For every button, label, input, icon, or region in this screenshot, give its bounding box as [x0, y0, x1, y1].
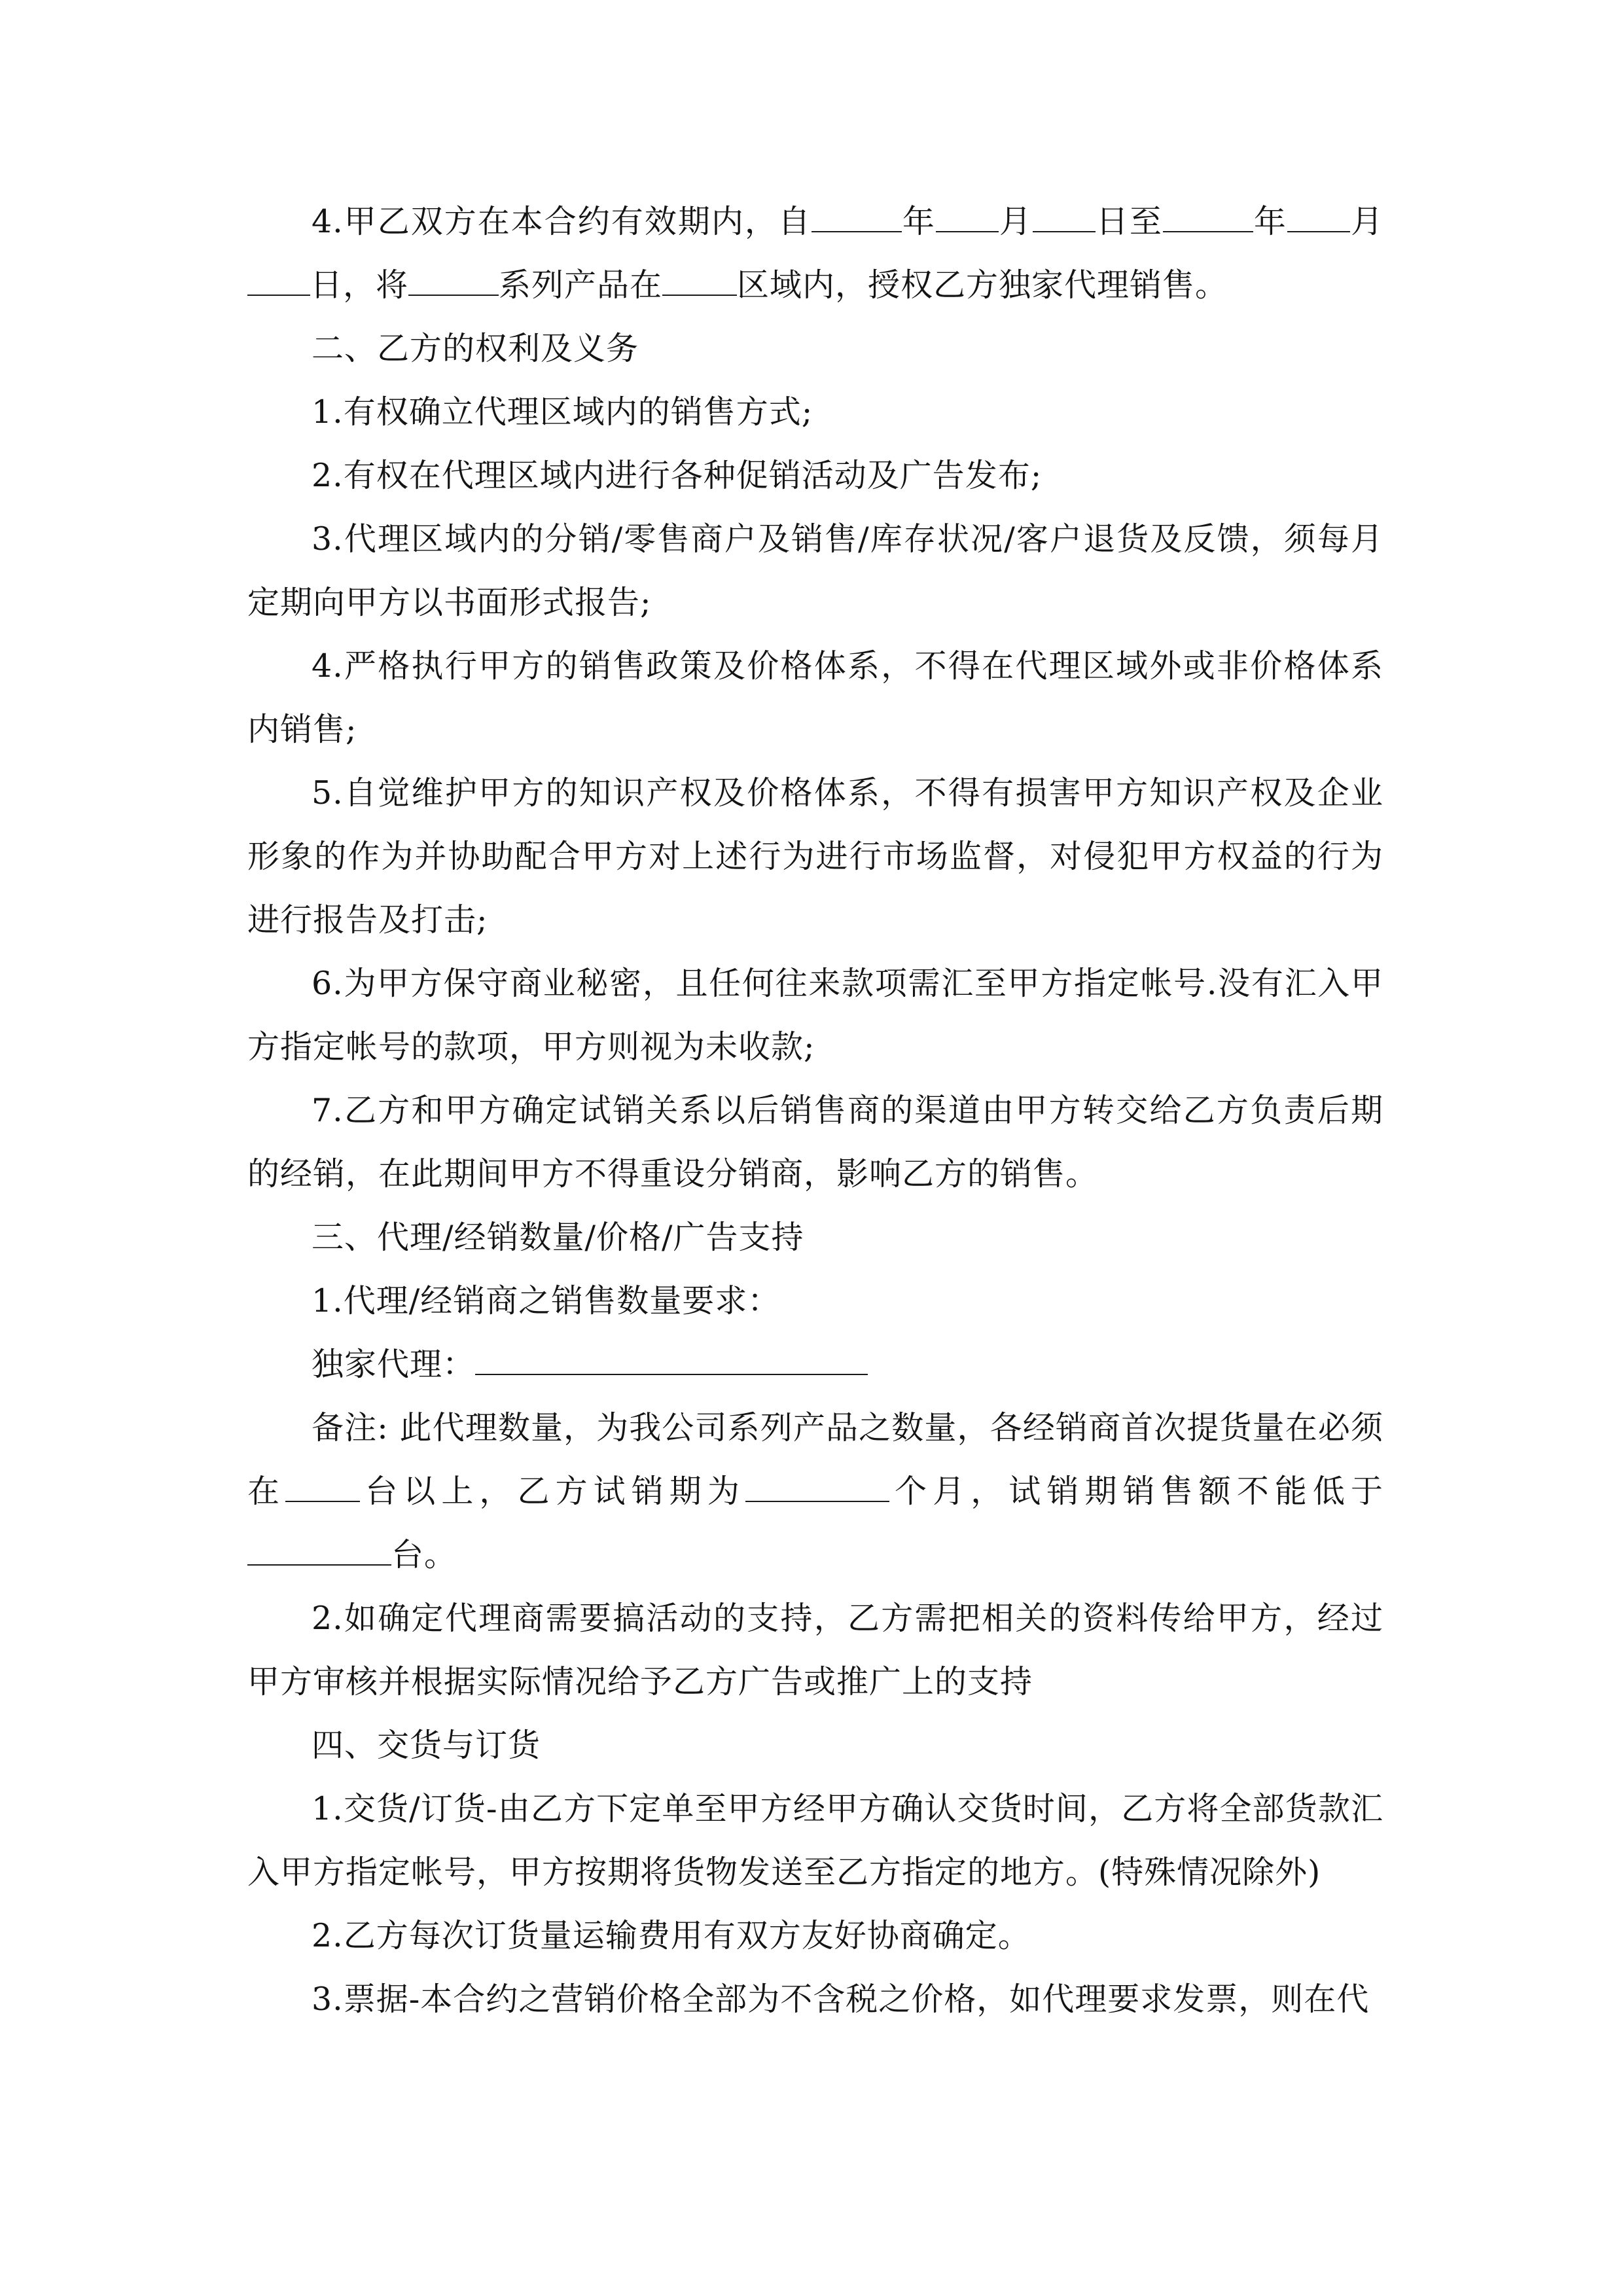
clause-4-1: 1.交货/订货-由乙方下定单至甲方经甲方确认交货时间，乙方将全部货款汇入甲方指定帐号，甲方按期将货物发送至乙方指定的地方。(特殊情况除外)	[247, 1790, 1383, 1891]
clause-4-2: 2.乙方每次订货量运输费用有双方友好协商确定。	[312, 1917, 1031, 1954]
clause-text: 4.甲乙双方在本合约有效期内，自	[312, 203, 812, 240]
note-text: 台。	[391, 1536, 457, 1573]
clause-3-2: 2.如确定代理商需要搞活动的支持，乙方需把相关的资料传给甲方，经过甲方审核并根据实际情况给予乙方广告或推广上的支持	[247, 1600, 1383, 1700]
clause-text: 月	[998, 203, 1033, 240]
note-text: 台以上，乙方试销期为	[360, 1473, 745, 1510]
clause-text: 日至	[1095, 203, 1163, 240]
section-heading-rights-obligations: 二、乙方的权利及义务	[312, 330, 639, 367]
note-text: 个月，试销期销售额不能低于	[889, 1473, 1383, 1510]
contract-body	[247, 190, 1383, 2031]
blank-year-start[interactable]	[812, 205, 902, 232]
blank-exclusive-agent[interactable]	[475, 1348, 868, 1375]
clause-2-2: 2.有权在代理区域内进行各种促销活动及广告发布;	[312, 457, 1043, 494]
blank-day-end[interactable]	[247, 268, 310, 296]
exclusive-agent-label: 独家代理：	[312, 1346, 476, 1383]
clause-text: 年	[1253, 203, 1287, 240]
blank-product-series[interactable]	[408, 268, 499, 296]
blank-year-end[interactable]	[1163, 205, 1253, 232]
exclusive-agent-line	[247, 1333, 1383, 1396]
blank-trial-months[interactable]	[745, 1475, 889, 1502]
clause-text: 月	[1349, 203, 1383, 240]
clause-3-note	[247, 1396, 1383, 1587]
clause-2-7: 7.乙方和甲方确定试销关系以后销售商的渠道由甲方转交给乙方负责后期的经销，在此期间甲方不得重设分销商，影响乙方的销售。	[247, 1092, 1383, 1193]
clause-2-4: 4.严格执行甲方的销售政策及价格体系，不得在代理区域外或非价格体系内销售;	[247, 647, 1383, 748]
blank-month-start[interactable]	[936, 205, 999, 232]
clause-text: 年	[901, 203, 936, 240]
blank-min-sales[interactable]	[247, 1538, 391, 1566]
blank-region[interactable]	[662, 268, 737, 296]
section-heading-quantity-price: 三、代理/经销数量/价格/广告支持	[312, 1219, 804, 1256]
clause-text: 日，将	[310, 266, 409, 304]
clause-authorization-period	[247, 190, 1383, 317]
clause-2-3: 3.代理区域内的分销/零售商户及销售/库存状况/客户退货及反馈，须每月定期向甲方以书面形式报告;	[247, 520, 1383, 621]
clause-text: 区域内，授权乙方独家代理销售。	[737, 266, 1228, 304]
clause-2-5: 5.自觉维护甲方的知识产权及价格体系，不得有损害甲方知识产权及企业形象的作为并协助配合甲方对上述行为进行市场监督，对侵犯甲方权益的行为进行报告及打击;	[247, 774, 1383, 939]
clause-4-3: 3.票据-本合约之营销价格全部为不含税之价格，如代理要求发票，则在代	[312, 1981, 1370, 2018]
clause-2-1: 1.有权确立代理区域内的销售方式;	[312, 393, 813, 431]
note-text: 备注: 此代理数量，为我公司系列产品之数量，各经销商首次提货量在必须在	[247, 1409, 1383, 1510]
section-heading-delivery-order: 四、交货与订货	[312, 1727, 541, 1764]
clause-2-6: 6.为甲方保守商业秘密，且任何往来款项需汇至甲方指定帐号.没有汇入甲方指定帐号的款项，甲方则视为未收款;	[247, 965, 1383, 1066]
blank-day-start[interactable]	[1033, 205, 1096, 232]
clause-3-1: 1.代理/经销商之销售数量要求：	[312, 1282, 781, 1319]
blank-min-quantity[interactable]	[285, 1475, 360, 1502]
clause-text: 系列产品在	[499, 266, 663, 304]
blank-month-end[interactable]	[1287, 205, 1350, 232]
